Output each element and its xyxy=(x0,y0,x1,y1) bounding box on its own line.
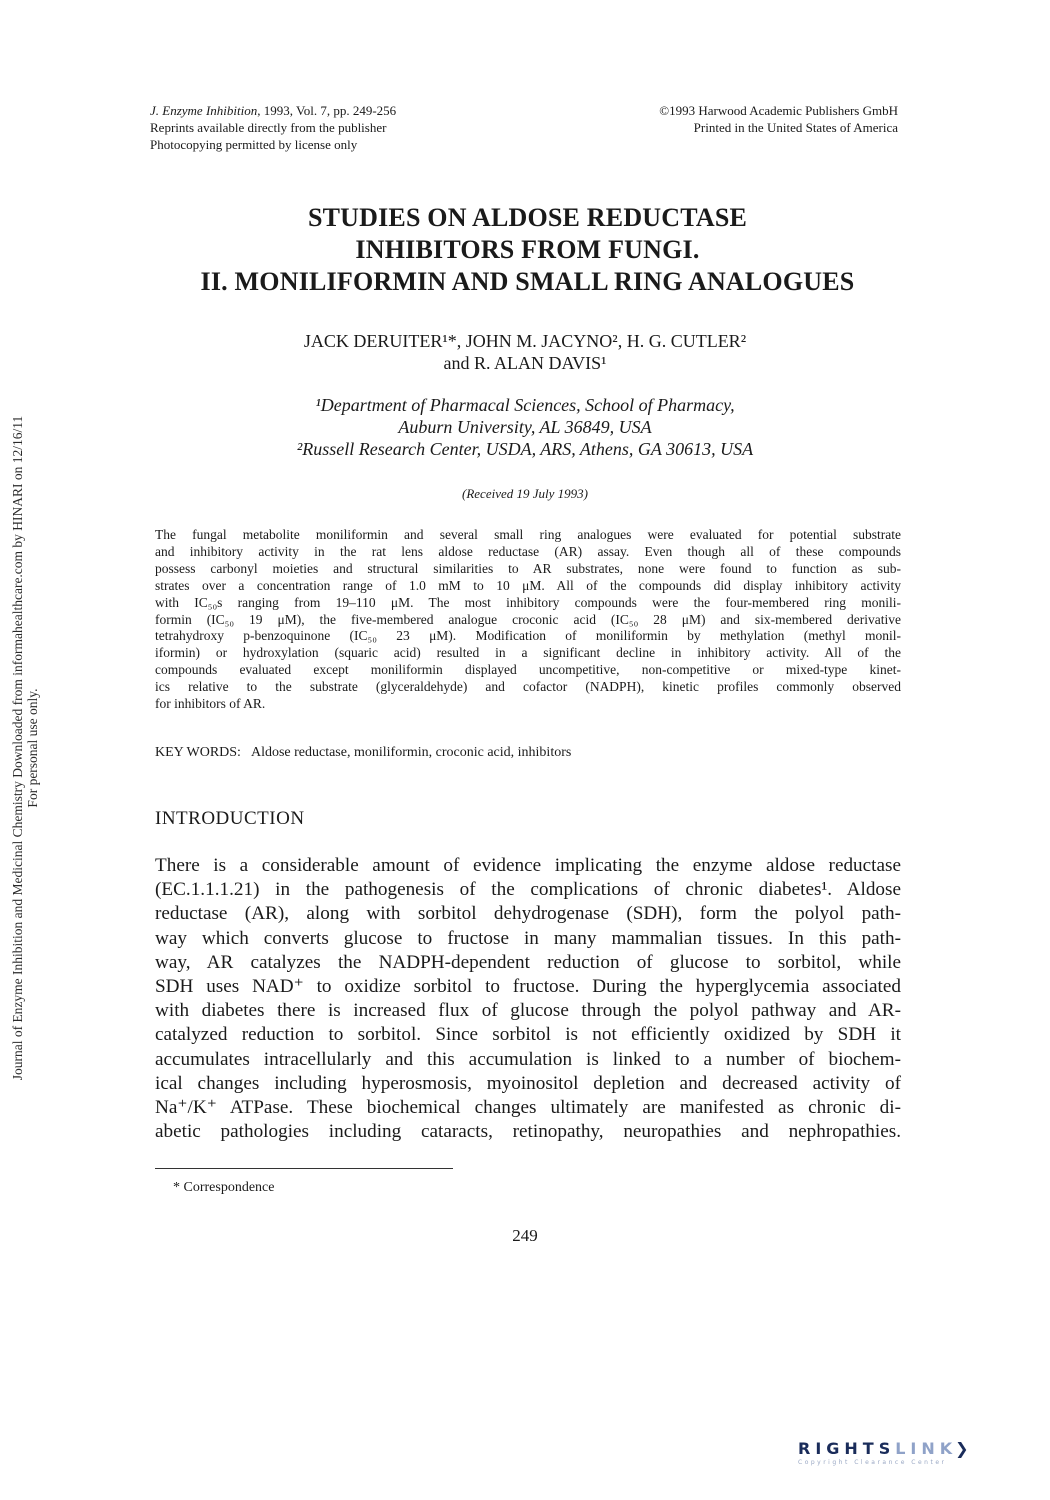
journal-header-right xyxy=(578,102,898,136)
copyright-note: ©1993 Harwood Academic Publishers GmbH xyxy=(659,103,898,118)
abstract-line: for inhibitors of AR. xyxy=(155,696,266,712)
author-line: and R. ALAN DAVIS¹ xyxy=(443,353,607,373)
link-chevron-icon: ❯ xyxy=(955,1439,974,1458)
abstract-line: formin (IC₅₀ 19 μM), the five-membered analogue croconic acid (IC₅₀ 28 μM) and six-membered derivative xyxy=(155,611,901,627)
body-line: Na⁺/K⁺ ATPase. These biochemical changes ultimately are manifested as chronic di- xyxy=(155,1097,901,1119)
body-line: way which converts glucose to fructose in many mammalian tissues. In this path- xyxy=(155,927,901,949)
body-line: way, AR catalyzes the NADPH-dependent reduction of glucose to sorbitol, while xyxy=(155,951,901,973)
body-line: catalyzed reduction to sorbitol. Since sorbitol is not efficiently oxidized by SDH it xyxy=(155,1024,901,1046)
author-list xyxy=(150,330,900,374)
affiliation-line: Auburn University, AL 36849, USA xyxy=(398,417,652,437)
keywords-text: Aldose reductase, moniliformin, croconic acid, inhibitors xyxy=(250,745,572,760)
body-line: with diabetes there is increased flux of glucose through the polyol pathway and AR- xyxy=(155,1000,901,1022)
citation-details: , 1993, Vol. 7, pp. 249-256 xyxy=(257,103,397,118)
section-heading: INTRODUCTION xyxy=(155,808,305,829)
affiliation-line: ²Russell Research Center, USDA, ARS, Athens, GA 30613, USA xyxy=(296,439,754,459)
photocopying-note: Photocopying permitted by license only xyxy=(150,137,358,152)
footnote-divider xyxy=(155,1168,453,1169)
rightslink-wordmark xyxy=(798,1439,1028,1458)
abstract-line: possess carbonyl moieties and structural similarities to AR substrates, none were found to function as sub- xyxy=(155,560,901,576)
paper-title xyxy=(100,202,955,298)
abstract-line: iformin) or hydroxylation (squaric acid) resulted in a significant decline in inhibitory activity. All of the xyxy=(155,645,901,661)
author-line: JACK DERUITER¹*, JOHN M. JACYNO², H. G. CUTLER² xyxy=(303,331,747,351)
abstract-line: with IC₅₀s ranging from 19–110 μM. The most inhibitory compounds were the four-membered ring monili- xyxy=(155,594,901,610)
printed-note: Printed in the United States of America xyxy=(693,120,898,135)
affiliations xyxy=(150,394,900,460)
title-line: II. MONILIFORMIN AND SMALL RING ANALOGUES xyxy=(200,267,855,296)
footnote: * Correspondence xyxy=(173,1180,275,1195)
citation-line xyxy=(150,102,470,119)
body-line: SDH uses NAD⁺ to oxidize sorbitol to fructose. During the hyperglycemia associated xyxy=(155,976,901,998)
page-number: 249 xyxy=(512,1226,538,1245)
title-line: STUDIES ON ALDOSE REDUCTASE xyxy=(307,203,748,232)
journal-name: J. Enzyme Inhibition xyxy=(150,103,258,118)
rightslink-logo xyxy=(798,1439,1028,1473)
body-line: ical changes including hyperosmosis, myoinositol depletion and decreased activity of xyxy=(155,1072,901,1094)
keywords xyxy=(155,745,571,761)
journal-header-left xyxy=(150,102,470,153)
body-line: abetic pathologies including cataracts, retinopathy, neuropathies and nephropathies. xyxy=(155,1121,901,1143)
received-date: (Received 19 July 1993) xyxy=(462,486,588,501)
rightslink-word-light: LINK xyxy=(895,1439,958,1458)
abstract-line: ics relative to the substrate (glyceraldehyde) and cofactor (NADPH), kinetic profiles commonly observed xyxy=(155,679,901,695)
introduction-paragraph xyxy=(155,854,901,1144)
reprints-note: Reprints available directly from the publisher xyxy=(150,120,387,135)
side-note-line: For personal use only. xyxy=(25,688,40,808)
side-note-line: Journal of Enzyme Inhibition and Medicinal Chemistry Downloaded from informahealthcare.com by HINARI on 12/16/11 xyxy=(10,415,25,1081)
abstract-line: compounds evaluated except moniliformin displayed uncompetitive, non-competitive or mixed-type kinet- xyxy=(155,662,901,678)
body-line: reductase (AR), along with sorbitol dehydrogenase (SDH), form the polyol path- xyxy=(155,903,901,925)
body-line: (EC.1.1.1.21) in the pathogenesis of the complications of chronic diabetes¹. Aldose xyxy=(155,879,901,901)
abstract-line: and inhibitory activity in the rat lens aldose reductase (AR) assay. Even though all of these compounds xyxy=(155,543,901,559)
abstract-line: tetrahydroxy p-benzoquinone (IC₅₀ 23 μM). Modification of moniliformin by methylation (methyl monil- xyxy=(155,628,901,644)
keywords-label: KEY WORDS: xyxy=(155,745,241,760)
abstract-line: strates over a concentration range of 1.0 mM to 10 μM. All of the compounds did display inhibitory activity xyxy=(155,577,901,593)
rightslink-word-dark: RIGHTS xyxy=(798,1439,896,1458)
abstract xyxy=(155,527,901,713)
title-line: INHIBITORS FROM FUNGI. xyxy=(355,235,700,264)
body-line: There is a considerable amount of evidence implicating the enzyme aldose reductase xyxy=(155,855,901,876)
body-line: accumulates intracellularly and this accumulation is linked to a number of biochem- xyxy=(155,1048,901,1070)
abstract-line: The fungal metabolite moniliformin and several small ring analogues were evaluated for potential substrate xyxy=(155,527,901,542)
rightslink-subtitle: Copyright Clearance Center xyxy=(798,1459,947,1466)
affiliation-line: ¹Department of Pharmacal Sciences, School of Pharmacy, xyxy=(315,395,735,415)
download-side-note xyxy=(10,333,40,1163)
